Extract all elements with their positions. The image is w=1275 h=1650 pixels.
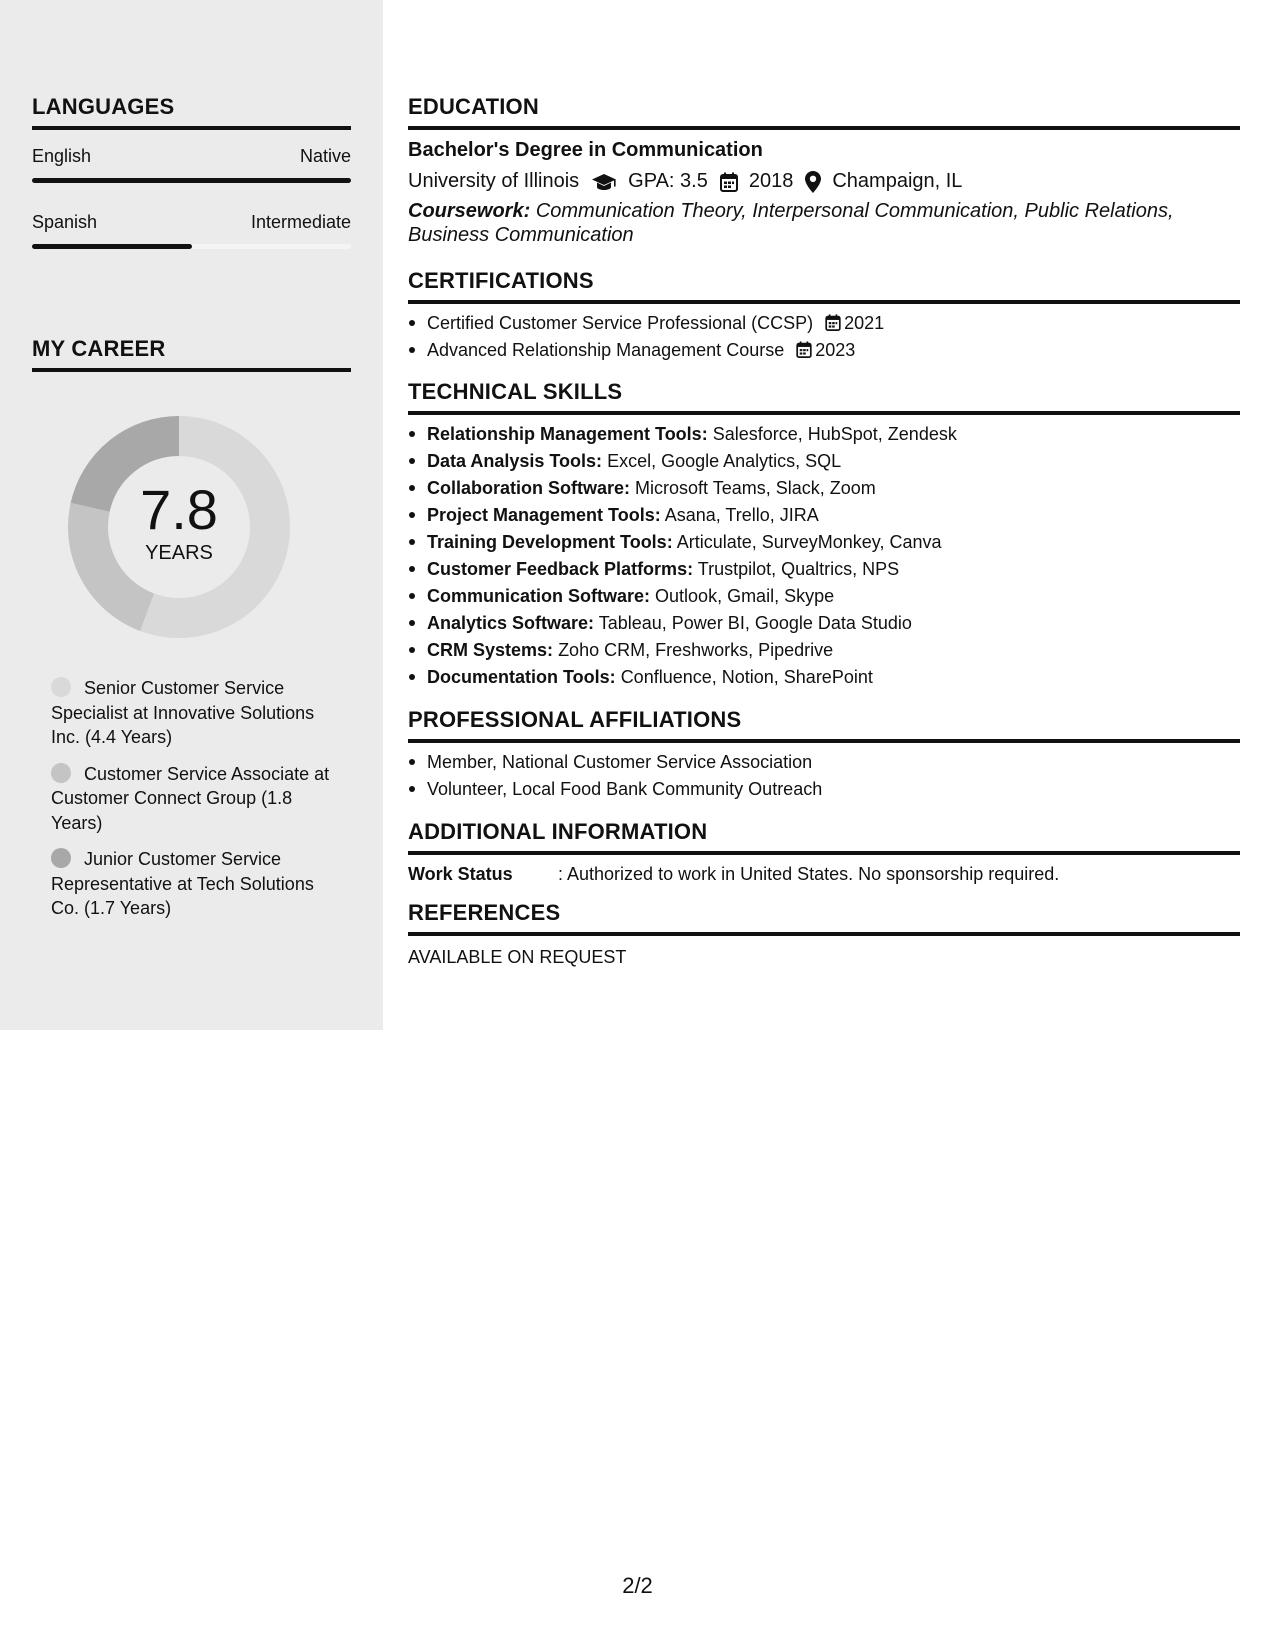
- skills-title: TECHNICAL SKILLS: [408, 379, 623, 404]
- skill-value: Tableau, Power BI, Google Data Studio: [598, 613, 912, 633]
- skill-label: Training Development Tools:: [427, 532, 673, 552]
- education-gpa: GPA: 3.5: [628, 170, 708, 192]
- career-legend-item: [51, 847, 341, 921]
- skill-value: Asana, Trello, JIRA: [664, 505, 819, 525]
- skill-label: Documentation Tools:: [427, 667, 616, 687]
- skill-label: Communication Software:: [427, 586, 651, 606]
- language-item: [32, 212, 351, 249]
- skill-label: Project Management Tools:: [427, 505, 661, 525]
- language-level: Native: [299, 146, 351, 166]
- section-divider: [408, 739, 1240, 743]
- career-legend-label: Senior Customer Service Specialist at Innovative Solutions Inc. (4.4 Years): [51, 678, 315, 747]
- education-meta: [408, 170, 1240, 193]
- affiliations-title: PROFESSIONAL AFFILIATIONS: [408, 707, 742, 732]
- language-item: [32, 146, 351, 183]
- section-divider: [408, 932, 1240, 936]
- skill-item: [408, 664, 1240, 691]
- language-proficiency-fill: [32, 178, 351, 183]
- career-title: MY CAREER: [32, 336, 166, 361]
- certifications-section: [408, 268, 1240, 364]
- skill-value: Salesforce, HubSpot, Zendesk: [712, 424, 957, 444]
- skill-value: Zoho CRM, Freshworks, Pipedrive: [558, 640, 834, 660]
- work-status-label: Work Status: [408, 864, 513, 884]
- coursework-label: Coursework:: [408, 200, 531, 222]
- certification-item: [408, 337, 1240, 364]
- career-legend-label: Customer Service Associate at Customer Connect Group (1.8 Years): [51, 763, 330, 833]
- language-proficiency-bar: [32, 178, 351, 183]
- education-coursework: [408, 199, 1240, 247]
- education-location: Champaign, IL: [832, 170, 963, 192]
- career-legend: [51, 676, 341, 933]
- education-title: EDUCATION: [408, 94, 539, 119]
- education-year: 2018: [748, 170, 794, 192]
- references-text: AVAILABLE ON REQUEST: [408, 947, 627, 967]
- work-status-row: [408, 864, 1240, 885]
- skill-label: Customer Feedback Platforms:: [427, 559, 694, 579]
- affiliation-item: Volunteer, Local Food Bank Community Outreach: [408, 776, 1240, 803]
- affiliation-item: Member, National Customer Service Association: [408, 749, 1240, 776]
- skill-value: Microsoft Teams, Slack, Zoom: [635, 478, 876, 498]
- calendar-icon: [720, 172, 738, 192]
- map-pin-icon: [805, 171, 821, 193]
- skill-value: Excel, Google Analytics, SQL: [607, 451, 842, 471]
- references-section: [408, 900, 1240, 968]
- certification-year: 2021: [844, 313, 885, 333]
- certification-item: [408, 310, 1240, 337]
- sidebar: [0, 0, 383, 1030]
- section-divider: [32, 126, 351, 130]
- page-number: 2/2: [622, 1573, 653, 1598]
- career-legend-item: [51, 762, 341, 836]
- language-level: Intermediate: [250, 212, 351, 232]
- certification-name: Certified Customer Service Professional (CCSP): [427, 313, 814, 333]
- certification-name: Advanced Relationship Management Course: [427, 340, 785, 360]
- education-degree: Bachelor's Degree in Communication: [408, 139, 763, 161]
- legend-dot: [51, 677, 71, 697]
- languages-title: LANGUAGES: [32, 94, 175, 119]
- additional-info-section: [408, 819, 1240, 885]
- skill-item: [408, 610, 1240, 637]
- skill-item: [408, 637, 1240, 664]
- section-divider: [32, 368, 351, 372]
- skill-value: Trustpilot, Qualtrics, NPS: [697, 559, 900, 579]
- education-school: University of Illinois: [408, 170, 580, 192]
- career-section: [32, 336, 351, 372]
- skill-value: Confluence, Notion, SharePoint: [620, 667, 873, 687]
- career-legend-label: Junior Customer Service Representative at Tech Solutions Co. (1.7 Years): [51, 849, 314, 918]
- language-name: English: [32, 146, 92, 166]
- skill-label: Collaboration Software:: [427, 478, 631, 498]
- certification-year: 2023: [815, 340, 856, 360]
- skill-label: Analytics Software:: [427, 613, 595, 633]
- calendar-icon: [825, 312, 841, 338]
- education-section: [408, 94, 1240, 247]
- skills-section: [408, 379, 1240, 691]
- section-divider: [408, 851, 1240, 855]
- skill-item: [408, 556, 1240, 583]
- skill-item: [408, 475, 1240, 502]
- calendar-icon: [796, 339, 812, 365]
- skill-item: [408, 583, 1240, 610]
- certifications-title: CERTIFICATIONS: [408, 268, 594, 293]
- career-total-years: 7.8: [140, 477, 218, 541]
- skill-label: Relationship Management Tools:: [427, 424, 708, 444]
- career-donut-chart: [66, 414, 292, 640]
- coursework-list: Communication Theory, Interpersonal Communication, Public Relations, Business Communication: [408, 200, 1174, 246]
- legend-dot: [51, 763, 71, 783]
- language-proficiency-bar: [32, 244, 351, 249]
- legend-dot: [51, 848, 71, 868]
- skill-item: [408, 529, 1240, 556]
- section-divider: [408, 411, 1240, 415]
- additional-info-title: ADDITIONAL INFORMATION: [408, 819, 708, 844]
- skill-item: [408, 421, 1240, 448]
- career-legend-item: [51, 676, 341, 750]
- skill-item: [408, 502, 1240, 529]
- career-years-unit: YEARS: [145, 541, 213, 564]
- language-proficiency-fill: [32, 244, 192, 249]
- skill-value: Outlook, Gmail, Skype: [655, 586, 835, 606]
- languages-section: [32, 94, 351, 249]
- skill-value: Articulate, SurveyMonkey, Canva: [676, 532, 942, 552]
- work-status-value: : Authorized to work in United States. No sponsorship required.: [558, 864, 1060, 884]
- references-title: REFERENCES: [408, 900, 561, 925]
- section-divider: [408, 300, 1240, 304]
- skill-label: CRM Systems:: [427, 640, 554, 660]
- skill-item: [408, 448, 1240, 475]
- skill-label: Data Analysis Tools:: [427, 451, 603, 471]
- affiliations-section: [408, 707, 1240, 803]
- section-divider: [408, 126, 1240, 130]
- graduation-cap-icon: [591, 173, 617, 191]
- main-content: [408, 0, 1240, 1030]
- language-name: Spanish: [32, 212, 98, 232]
